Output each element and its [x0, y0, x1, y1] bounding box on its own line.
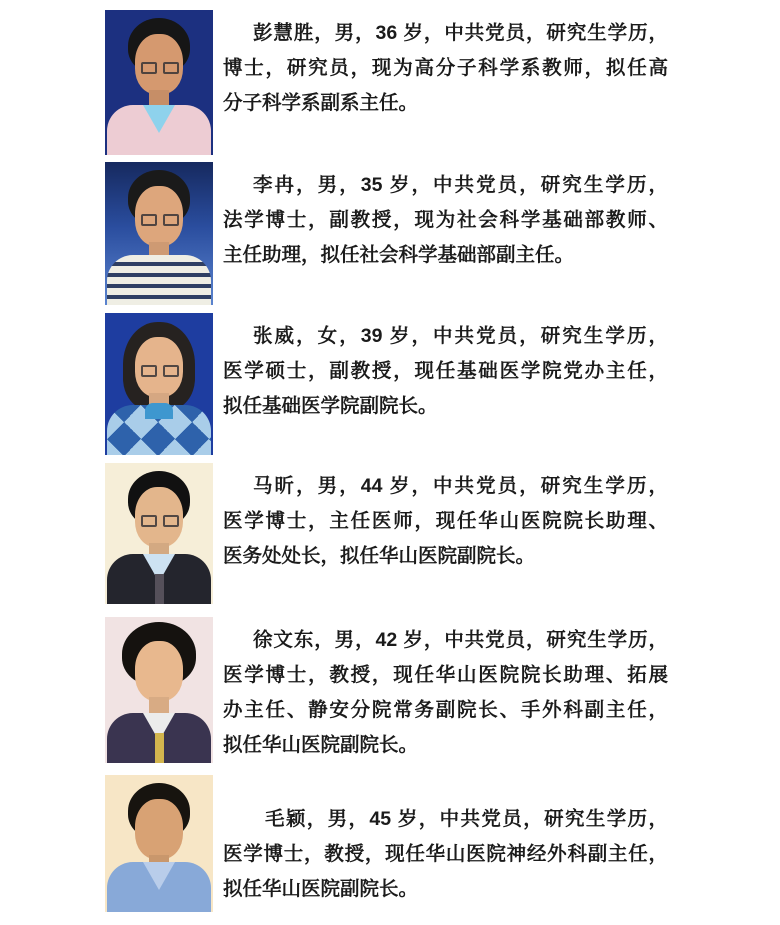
bio-line: 拟任华山医院副院长。 [223, 734, 419, 756]
person-entry [105, 775, 668, 912]
person-entry [105, 313, 668, 455]
portrait-tie [155, 733, 164, 763]
portrait-photo [105, 463, 213, 604]
bio-line: 拟任华山医院副院长。 [223, 878, 419, 900]
portrait-photo [105, 10, 213, 155]
bio-paragraph [223, 623, 668, 763]
bio-line: 医学博士，主任医师，现任华山医院院长助理、 [223, 510, 668, 532]
glasses-icon [141, 214, 157, 226]
portrait-photo [105, 775, 213, 912]
bio-line: 法学博士，副教授，现为社会科学基础部教师、 [223, 209, 668, 231]
portrait-photo [105, 313, 213, 455]
portrait-collar [145, 403, 173, 419]
person-entry [105, 162, 668, 305]
bio-line: 彭慧胜，男，36 岁，中共党员，研究生学历， [253, 22, 668, 44]
bio-line: 拟任基础医学院副院长。 [223, 395, 438, 417]
portrait-face [135, 641, 183, 701]
portrait-face [135, 799, 183, 859]
bio-line: 主任助理，拟任社会科学基础部副主任。 [223, 244, 575, 266]
bio-line: 张威，女，39 岁，中共党员，研究生学历， [253, 325, 668, 347]
person-entry [105, 617, 668, 763]
glasses-icon [141, 62, 157, 74]
bio-line: 马昕，男，44 岁，中共党员，研究生学历， [253, 475, 668, 497]
bio-line: 博士，研究员，现为高分子科学系教师，拟任高 [223, 57, 668, 79]
bio-line: 医学硕士，副教授，现任基础医学院党办主任， [223, 360, 668, 382]
bio-paragraph [223, 168, 668, 273]
portrait-tie [155, 574, 164, 604]
glasses-icon [141, 515, 157, 527]
bio-line: 医学博士，教授，现任华山医院院长助理、拓展 [223, 664, 668, 686]
bio-paragraph [223, 319, 668, 424]
bio-paragraph [223, 469, 668, 574]
bio-line: 医务处处长，拟任华山医院副院长。 [223, 545, 536, 567]
bio-line: 医学博士，教授，现任华山医院神经外科副主任， [223, 843, 668, 865]
portrait-photo [105, 162, 213, 305]
bio-line: 毛颖，男，45 岁，中共党员，研究生学历， [265, 808, 668, 830]
bio-line: 李冉，男，35 岁，中共党员，研究生学历， [253, 174, 668, 196]
bio-line: 分子科学系副系主任。 [223, 92, 419, 114]
bio-paragraph [223, 16, 668, 121]
portrait-photo [105, 617, 213, 763]
person-entry [105, 463, 668, 604]
bio-line: 徐文东，男，42 岁，中共党员，研究生学历， [253, 629, 668, 651]
bio-line: 办主任、静安分院常务副院长、手外科副主任， [223, 699, 668, 721]
glasses-icon [141, 365, 157, 377]
person-entry [105, 10, 668, 155]
bio-paragraph [223, 802, 668, 907]
portrait-torso [107, 255, 211, 305]
